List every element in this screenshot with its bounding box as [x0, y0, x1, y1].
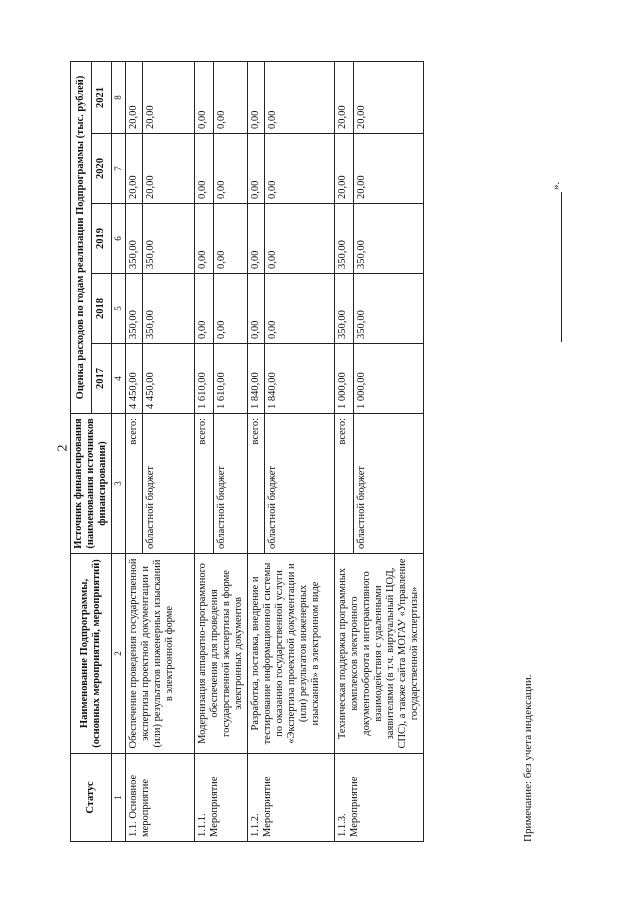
row-value: 0,00 [247, 62, 264, 134]
row-name: Обеспечение проведения государственной экспертизы проектной документации и (или) результатов инженерных изысканий в электронной форме [125, 554, 194, 754]
row-value: 0,00 [213, 62, 247, 134]
row-value: 1 840,00 [247, 344, 264, 414]
table-row [194, 62, 213, 842]
column-number-row [112, 62, 125, 842]
row-value: 20,00 [334, 62, 353, 134]
row-value: 350,00 [354, 274, 424, 344]
closing-mark [550, 182, 562, 342]
row-value: 4 450,00 [125, 344, 142, 414]
row-value: 0,00 [213, 134, 247, 204]
row-value: 350,00 [125, 274, 142, 344]
header-status: Статус [71, 754, 112, 842]
row-value: 1 610,00 [194, 344, 213, 414]
row-value: 350,00 [142, 274, 194, 344]
row-value: 20,00 [142, 134, 194, 204]
header-year: 2019 [91, 204, 112, 274]
row-name: Модернизация аппаратно-программного обеспечения для проведения государственной экспертизы в форме электронных документов [194, 554, 247, 754]
row-value: 350,00 [142, 204, 194, 274]
table-row [334, 62, 353, 842]
row-value: 1 610,00 [213, 344, 247, 414]
column-number: 2 [112, 554, 125, 754]
header-source: Источник финансирования (наименования источников финансирования) [71, 414, 112, 554]
row-value: 0,00 [264, 274, 334, 344]
row-value: 20,00 [334, 134, 353, 204]
row-status: 1.1.3. Мероприятие [334, 754, 423, 842]
header-year: 2018 [91, 274, 112, 344]
row-budget-label: областной бюджет [213, 414, 247, 554]
row-total-label: всего: [125, 414, 142, 554]
column-number: 7 [112, 134, 125, 204]
expense-table [70, 61, 424, 842]
header-year: 2020 [91, 134, 112, 204]
header-year: 2021 [91, 62, 112, 134]
row-value: 0,00 [194, 204, 213, 274]
header-name: Наименование Подпрограммы, (основных мероприятий, мероприятий) [71, 554, 112, 754]
footnote: Примечание: без учета индексации. [522, 674, 534, 842]
row-value: 0,00 [194, 134, 213, 204]
table-row [125, 62, 142, 842]
column-number: 4 [112, 344, 125, 414]
row-status: 1.1. Основное мероприятие [125, 754, 194, 842]
row-value: 0,00 [194, 62, 213, 134]
row-value: 0,00 [247, 134, 264, 204]
row-value: 1 000,00 [354, 344, 424, 414]
row-budget-label: областной бюджет [142, 414, 194, 554]
closing-line [552, 192, 562, 342]
column-number: 8 [112, 62, 125, 134]
row-value: 1 840,00 [264, 344, 334, 414]
row-value: 350,00 [354, 204, 424, 274]
row-name: Техническая поддержка программных комплексов электронного документооборота и интерактивного взаимодействия с удаленными заявителями (в т.ч. виртуальный ЦОД, СПС), а также сайта МОГАУ «Управление государственной экспертизы» [334, 554, 423, 754]
rotated-page-content [70, 62, 570, 842]
closing-quote: ». [550, 181, 562, 190]
row-value: 350,00 [334, 274, 353, 344]
row-total-label: всего: [194, 414, 213, 554]
row-value: 350,00 [334, 204, 353, 274]
table-row [247, 62, 264, 842]
column-number: 1 [112, 754, 125, 842]
row-value: 0,00 [194, 274, 213, 344]
row-value: 0,00 [264, 134, 334, 204]
row-name: Разработка, поставка, внедрение и тестирование информационной системы по оказанию государственной услуги «Экспертиза проектной документации и (или) результатов инженерных изысканий» в электронном виде [247, 554, 334, 754]
header-estimate: Оценка расходов по годам реализации Подпрограммы (тыс. рублей) [71, 62, 92, 414]
row-budget-label: областной бюджет [264, 414, 334, 554]
row-value: 0,00 [247, 274, 264, 344]
row-value: 20,00 [125, 62, 142, 134]
row-value: 4 450,00 [142, 344, 194, 414]
row-value: 20,00 [354, 62, 424, 134]
row-value: 0,00 [213, 204, 247, 274]
row-value: 20,00 [354, 134, 424, 204]
column-number: 5 [112, 274, 125, 344]
row-value: 0,00 [213, 274, 247, 344]
row-value: 0,00 [264, 62, 334, 134]
column-number: 6 [112, 204, 125, 274]
column-number: 3 [112, 414, 125, 554]
row-status: 1.1.2. Мероприятие [247, 754, 334, 842]
row-budget-label: областной бюджет [354, 414, 424, 554]
row-status: 1.1.1. Мероприятие [194, 754, 247, 842]
row-value: 1 000,00 [334, 344, 353, 414]
row-value: 20,00 [125, 134, 142, 204]
row-value: 0,00 [247, 204, 264, 274]
row-value: 20,00 [142, 62, 194, 134]
header-year: 2017 [91, 344, 112, 414]
header-row [71, 62, 92, 842]
row-total-label: всего: [247, 414, 264, 554]
row-value: 0,00 [264, 204, 334, 274]
row-total-label: всего: [334, 414, 353, 554]
page-number: 2 [55, 444, 71, 452]
row-value: 350,00 [125, 204, 142, 274]
